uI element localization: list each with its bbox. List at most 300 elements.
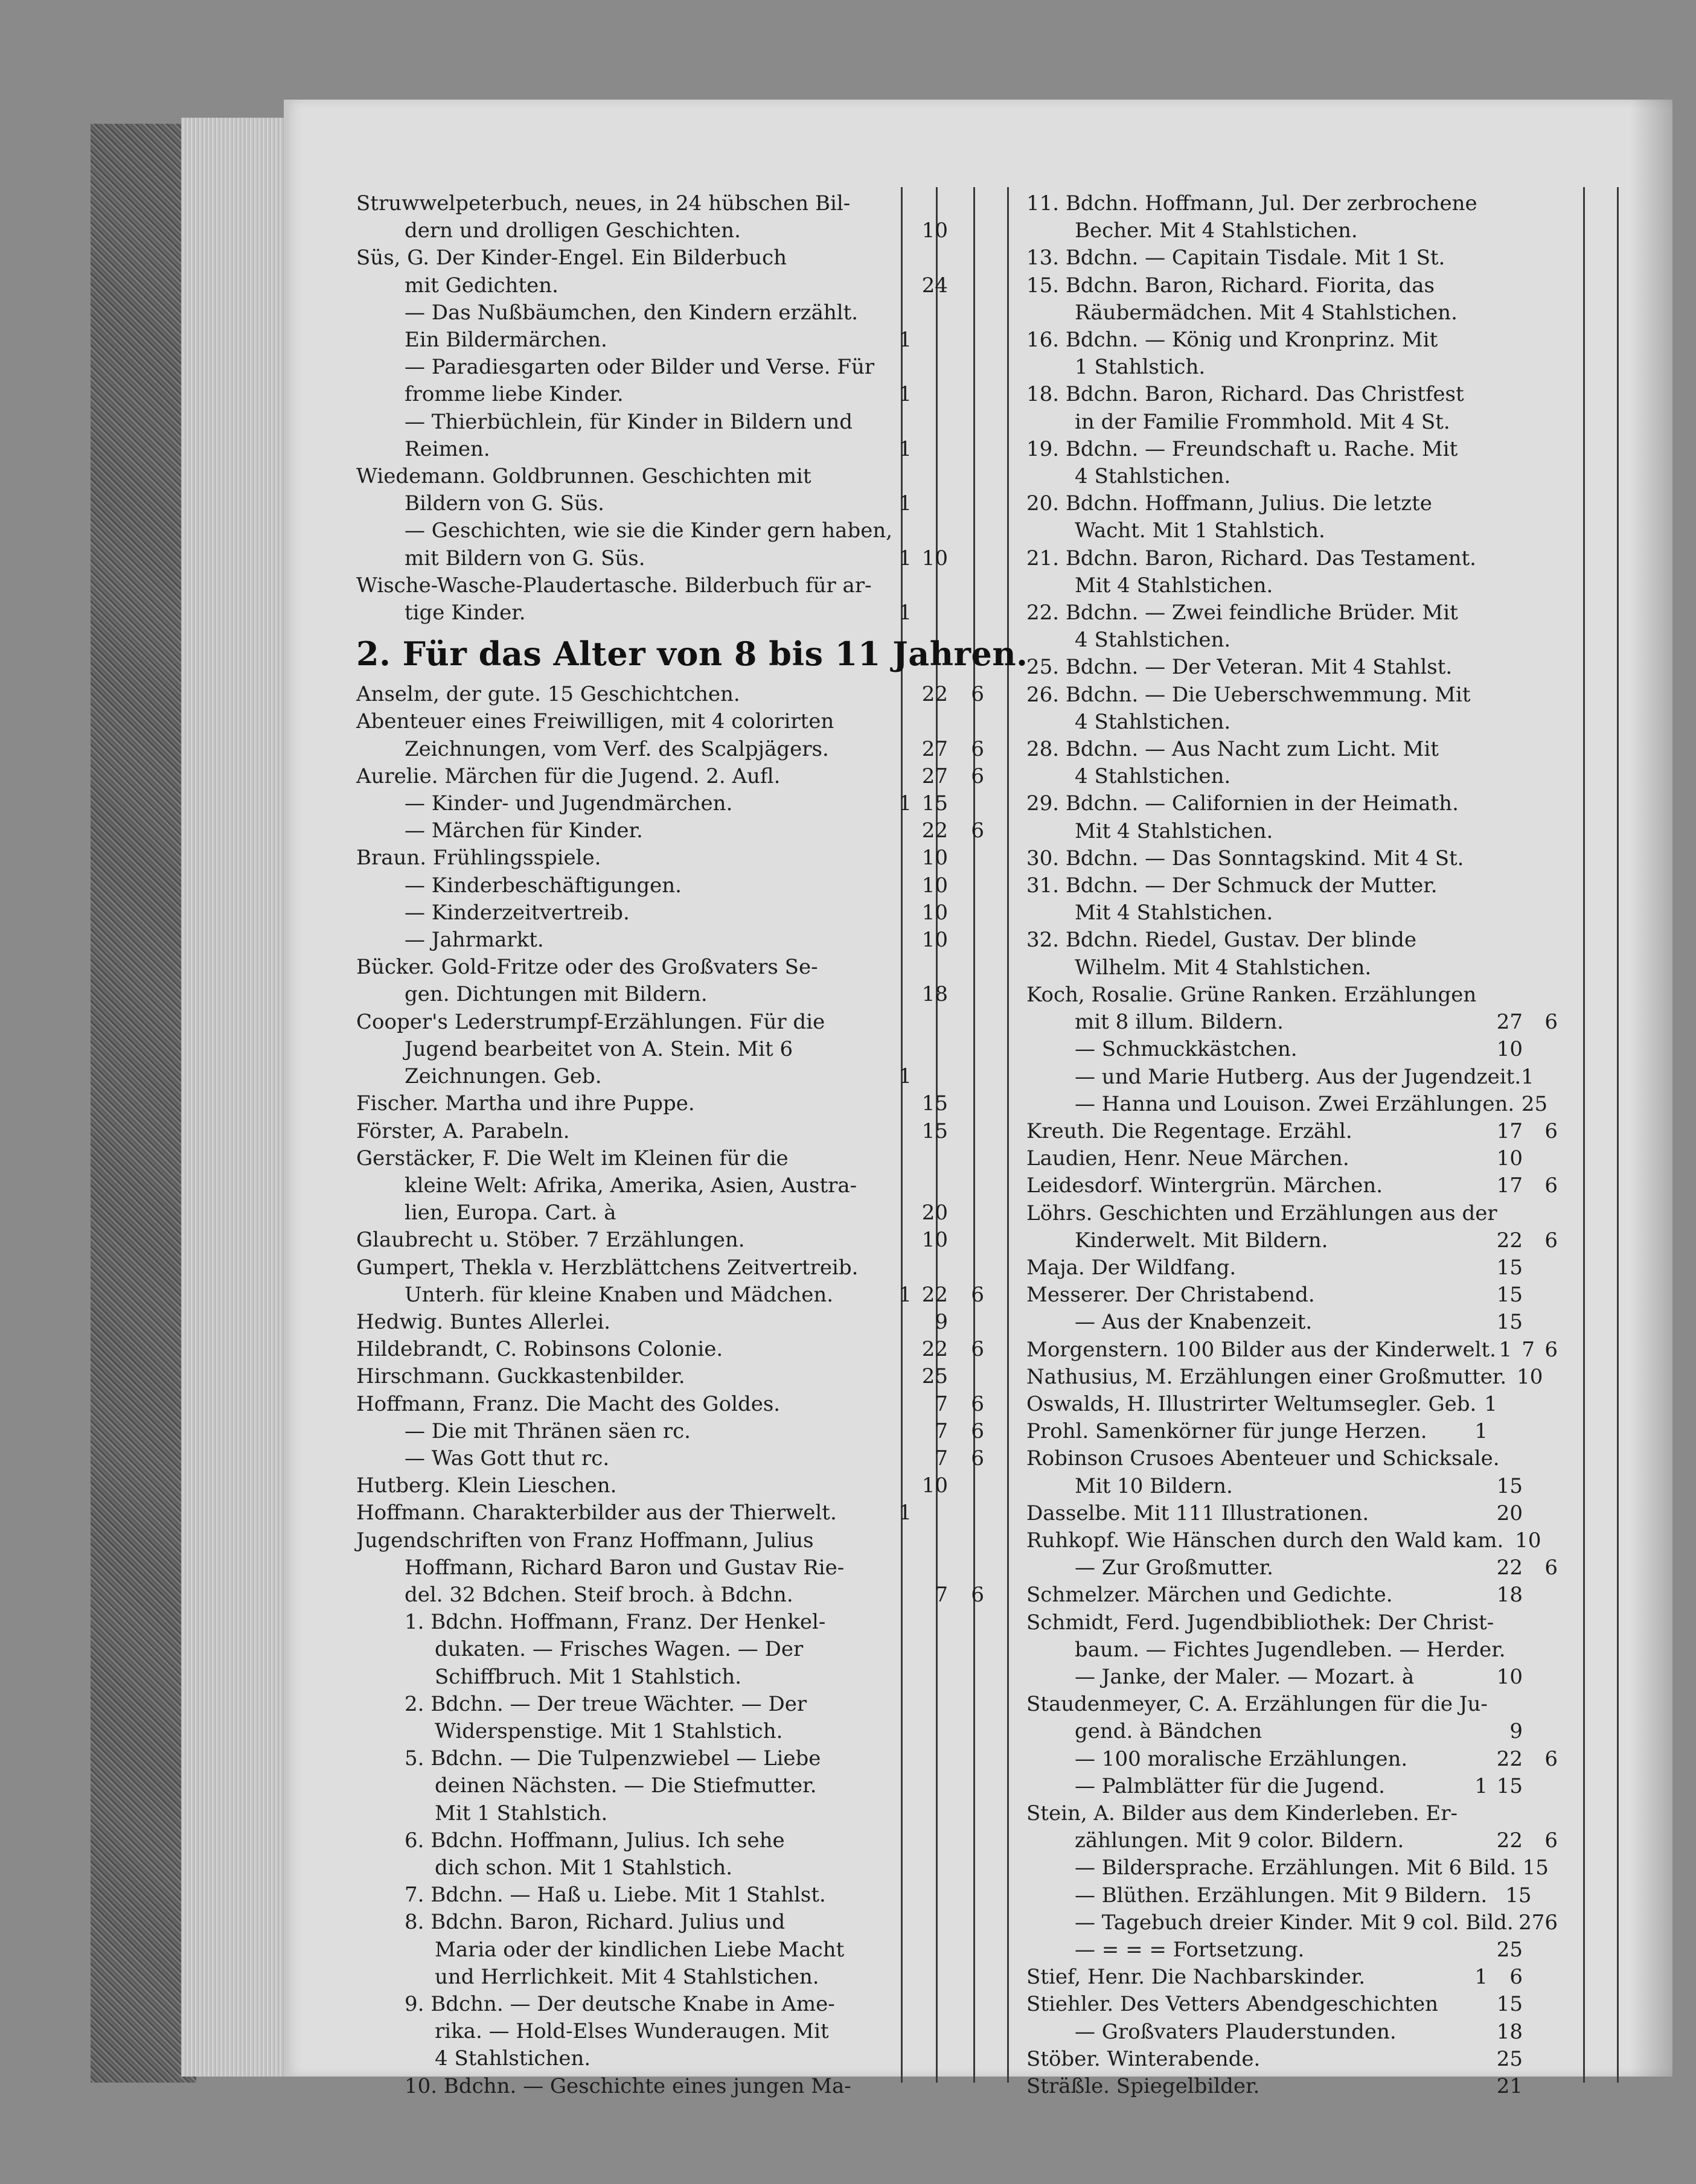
catalog-entry-line — [356, 1554, 984, 1582]
catalog-entry-line — [356, 1664, 984, 1691]
price-thaler — [1464, 763, 1488, 790]
price-pfennig — [1523, 490, 1558, 517]
price-thaler — [1464, 736, 1488, 763]
entry-text: 4 Stahlstichen. — [1075, 709, 1231, 734]
price-pfennig — [948, 409, 984, 436]
price-groschen: 22 — [1496, 1556, 1523, 1580]
catalog-entry-line — [1026, 1336, 1558, 1364]
catalog-entry-line — [1026, 381, 1558, 408]
price-thaler: 1 — [1474, 1419, 1488, 1444]
entry-text: Abenteuer eines Freiwilligen, mit 4 colorirten — [356, 709, 834, 734]
entry-text: 4 Stahlstichen. — [1075, 628, 1231, 653]
price-pfennig — [1523, 299, 1558, 327]
price-groschen — [1510, 1609, 1534, 1636]
price-groschen — [912, 190, 948, 217]
price-pfennig — [948, 490, 984, 517]
entry-text: Hutberg. Klein Lieschen. — [356, 1474, 617, 1498]
price-thaler — [889, 1718, 912, 1745]
entry-text: rika. — Hold-Elses Wunderaugen. Mit — [435, 2019, 829, 2044]
price-thaler — [889, 244, 912, 272]
price-pfennig — [948, 545, 984, 572]
catalog-entry-line — [1026, 1200, 1558, 1227]
price-groschen — [1488, 954, 1523, 982]
price-groschen — [912, 2018, 948, 2045]
price-thaler — [889, 1009, 912, 1036]
price-groschen: 10 — [1515, 1528, 1541, 1553]
entry-text: kleine Welt: Afrika, Amerika, Asien, Austra- — [405, 1173, 857, 1198]
price-pfennig — [949, 517, 984, 544]
price-groschen: 21 — [1496, 2074, 1523, 2099]
catalog-entry-line — [356, 1854, 984, 1882]
price-thaler — [889, 1036, 912, 1063]
price-thaler — [889, 954, 912, 981]
catalog-entry-line — [1026, 572, 1558, 599]
price-groschen — [1506, 1691, 1532, 1718]
price-pfennig: 6 — [971, 1419, 984, 1443]
price-thaler — [889, 1391, 912, 1418]
price-thaler: 1 — [898, 491, 912, 516]
entry-text: Ein Bildermärchen. — [405, 328, 607, 353]
price-pfennig — [948, 1991, 984, 2018]
catalog-entry-line — [1026, 1664, 1558, 1691]
price-pfennig — [1523, 517, 1558, 544]
price-groschen: 10 — [1496, 1146, 1523, 1171]
price-pfennig — [948, 217, 984, 244]
price-groschen — [1488, 327, 1523, 354]
price-groschen: 22 — [1496, 1828, 1523, 1853]
price-groschen — [912, 954, 948, 981]
price-thaler — [889, 572, 912, 599]
catalog-entry-line — [1026, 872, 1558, 899]
price-groschen — [912, 572, 948, 599]
entry-text: Stief, Henr. Die Nachbarskinder. — [1026, 1965, 1366, 1990]
entry-text: — und Marie Hutberg. Aus der Jugendzeit. — [1075, 1064, 1522, 1089]
entry-text: Wacht. Mit 1 Stahlstich. — [1075, 519, 1325, 543]
price-thaler — [1476, 982, 1497, 1009]
price-groschen — [912, 1063, 948, 1090]
price-pfennig — [1523, 354, 1558, 381]
price-groschen: 22 — [1496, 1228, 1523, 1253]
price-groschen: 15 — [1522, 1856, 1549, 1880]
price-pfennig — [1523, 1991, 1558, 2018]
price-thaler — [1464, 381, 1488, 408]
price-groschen: 15 — [1496, 1310, 1523, 1335]
entry-text: 1 Stahlstich. — [1075, 355, 1206, 380]
price-groschen — [1497, 1391, 1528, 1418]
catalog-entry-line — [356, 1499, 984, 1527]
price-groschen: 15 — [921, 791, 948, 816]
price-groschen — [912, 1745, 948, 1772]
entry-text: — Thierbüchlein, für Kinder in Bildern und — [405, 409, 853, 434]
entry-text: Mit 10 Bildern. — [1075, 1474, 1233, 1498]
catalog-entry-line — [356, 954, 984, 981]
price-thaler — [889, 1227, 912, 1254]
price-groschen — [912, 1036, 948, 1063]
entry-text: Jugendschriften von Franz Hoffmann, Julius — [356, 1528, 814, 1553]
price-thaler — [1464, 327, 1488, 354]
entry-text: Maria oder der kindlichen Liebe Macht — [435, 1937, 845, 1962]
price-groschen — [1519, 1636, 1538, 1664]
price-pfennig — [948, 2018, 984, 2045]
price-pfennig — [1523, 1036, 1558, 1063]
catalog-entry-line — [356, 1609, 984, 1636]
price-pfennig — [1523, 1418, 1558, 1445]
catalog-entry-line — [356, 2073, 984, 2100]
entry-text: 7. Bdchn. — Haß u. Liebe. Mit 1 Stahlst. — [405, 1883, 826, 1908]
entry-text: Widerspenstige. Mit 1 Stahlstich. — [435, 1719, 783, 1743]
price-groschen: 10 — [1496, 1664, 1523, 1689]
entry-text: — Palmblätter für die Jugend. — [1075, 1774, 1385, 1798]
entry-text: fromme liebe Kinder. — [405, 382, 624, 407]
entry-text: baum. — Fichtes Jugendleben. — Herder. — [1075, 1637, 1506, 1662]
catalog-entry-line — [1026, 1445, 1558, 1472]
price-thaler — [1464, 1937, 1488, 1964]
price-groschen: 7 — [935, 1419, 948, 1443]
price-thaler — [1503, 1527, 1515, 1554]
catalog-entry-line — [356, 517, 984, 544]
entry-text: Ruhkopf. Wie Hänschen durch den Wald kam. — [1026, 1528, 1504, 1553]
price-pfennig — [948, 1172, 984, 1199]
catalog-entry-line — [356, 1745, 984, 1772]
price-pfennig — [1535, 1200, 1558, 1227]
price-thaler — [1500, 1445, 1515, 1472]
price-thaler — [889, 1772, 912, 1799]
price-pfennig — [1523, 381, 1558, 408]
price-pfennig — [1523, 244, 1558, 272]
entry-text: 30. Bdchn. — Das Sonntagskind. Mit 4 St. — [1026, 846, 1464, 870]
price-pfennig: 6 — [1544, 1556, 1558, 1580]
price-pfennig — [1523, 927, 1558, 954]
price-thaler: 1 — [898, 546, 912, 570]
price-pfennig — [948, 708, 984, 735]
catalog-entry-line — [356, 490, 984, 517]
catalog-entry-line — [356, 1527, 984, 1554]
price-pfennig — [1523, 327, 1558, 354]
price-pfennig — [948, 1664, 984, 1691]
price-thaler — [1464, 899, 1488, 927]
catalog-entry-line — [1026, 1364, 1558, 1391]
entry-text: Schmidt, Ferd. Jugendbibliothek: Der Christ- — [1026, 1610, 1494, 1635]
price-groschen — [912, 1800, 948, 1827]
catalog-entry-line — [1026, 982, 1558, 1009]
price-pfennig — [948, 1145, 984, 1172]
price-groschen — [1488, 244, 1523, 272]
price-thaler — [1464, 927, 1488, 954]
price-pfennig — [1523, 845, 1558, 872]
price-pfennig — [948, 872, 984, 899]
price-groschen — [912, 1145, 948, 1172]
price-pfennig — [948, 1227, 984, 1254]
catalog-entry-line — [356, 681, 984, 708]
price-thaler — [1464, 409, 1488, 436]
price-thaler — [889, 1745, 912, 1772]
catalog-entry-line — [1026, 654, 1558, 681]
price-thaler — [1516, 1854, 1522, 1882]
price-groschen — [912, 409, 948, 436]
price-thaler — [1464, 1718, 1488, 1745]
price-thaler — [889, 1664, 912, 1691]
catalog-entry-line — [356, 1800, 984, 1827]
price-groschen — [1488, 1800, 1523, 1827]
entry-text: — Aus der Knabenzeit. — [1075, 1310, 1313, 1335]
catalog-entry-line — [1026, 463, 1558, 490]
price-groschen: 10 — [921, 219, 948, 243]
price-groschen — [912, 1882, 948, 1909]
price-pfennig — [948, 1309, 984, 1336]
catalog-entry-line — [1026, 190, 1558, 217]
catalog-entry-line — [1026, 517, 1558, 544]
price-groschen — [912, 1254, 948, 1282]
catalog-entry-line — [1026, 545, 1558, 572]
catalog-entry-line — [1026, 1582, 1558, 1609]
price-pfennig — [1532, 1882, 1558, 1909]
catalog-entry-line — [356, 436, 984, 463]
price-thaler — [1464, 272, 1488, 299]
price-thaler — [889, 1472, 912, 1499]
entry-text: del. 32 Bdchen. Steif broch. à Bdchn. — [405, 1582, 793, 1607]
price-thaler — [1464, 627, 1488, 654]
page-stack-edge — [181, 118, 296, 2077]
price-groschen: 18 — [1496, 2019, 1523, 2044]
price-pfennig: 6 — [971, 819, 984, 843]
entry-text: Zeichnungen, vom Verf. des Scalpjägers. — [405, 736, 829, 761]
price-pfennig — [1523, 872, 1558, 899]
price-pfennig: 6 — [1544, 1828, 1558, 1853]
entry-text: Jugend bearbeitet von A. Stein. Mit 6 — [405, 1036, 793, 1061]
catalog-entry-line — [1026, 299, 1558, 327]
entry-text: Staudenmeyer, C. A. Erzählungen für die Ju- — [1026, 1692, 1488, 1717]
price-pfennig — [948, 1363, 984, 1390]
price-pfennig — [1532, 1691, 1558, 1718]
catalog-entry-line — [1026, 354, 1558, 381]
catalog-entry-line — [356, 1445, 984, 1472]
price-groschen — [912, 463, 948, 490]
price-pfennig — [948, 1964, 984, 1991]
catalog-entry-line — [1026, 1609, 1558, 1636]
price-thaler — [1464, 790, 1488, 817]
entry-text: Mit 4 Stahlstichen. — [1075, 901, 1273, 925]
catalog-entry-line — [1026, 1227, 1558, 1254]
price-groschen: 22 — [921, 682, 948, 707]
price-pfennig — [948, 1827, 984, 1854]
entry-text: Aurelie. Märchen für die Jugend. 2. Aufl. — [356, 764, 781, 788]
price-pfennig — [948, 299, 984, 327]
catalog-entry-line — [356, 872, 984, 899]
price-pfennig — [948, 1472, 984, 1499]
catalog-entry-line — [356, 545, 984, 572]
price-pfennig — [1523, 818, 1558, 845]
price-groschen — [912, 1499, 948, 1527]
price-thaler — [889, 1609, 912, 1636]
price-groschen — [1488, 517, 1523, 544]
price-pfennig — [1523, 409, 1558, 436]
price-groschen — [912, 1554, 948, 1582]
entry-text: Hedwig. Buntes Allerlei. — [356, 1309, 611, 1334]
price-thaler — [889, 1882, 912, 1909]
price-thaler — [889, 1118, 912, 1145]
entry-text: 9. Bdchn. — Der deutsche Knabe in Ame- — [405, 1992, 835, 2016]
price-groschen — [912, 1827, 948, 1854]
price-pfennig — [1523, 1145, 1558, 1172]
catalog-entry-line — [356, 1118, 984, 1145]
price-pfennig — [1528, 982, 1558, 1009]
catalog-entry-line — [356, 1254, 984, 1282]
catalog-entry-line — [1026, 1172, 1558, 1199]
price-pfennig: 6 — [1544, 1337, 1558, 1362]
entry-text: Reimen. — [405, 436, 490, 461]
catalog-entry-line — [356, 817, 984, 845]
price-groschen — [1488, 736, 1523, 763]
entry-text: Zeichnungen. Geb. — [405, 1064, 602, 1089]
price-pfennig — [948, 1636, 984, 1663]
price-thaler — [1464, 1582, 1488, 1609]
entry-text: Struwwelpeterbuch, neues, in 24 hübschen Bil- — [356, 191, 851, 216]
price-pfennig — [948, 1854, 984, 1882]
catalog-entry-line — [1026, 1636, 1558, 1664]
price-groschen — [912, 1609, 948, 1636]
catalog-entry-line — [1026, 682, 1558, 709]
catalog-entry-line — [356, 1309, 984, 1336]
entry-text: — Kinder- und Jugendmärchen. — [405, 791, 733, 816]
price-thaler — [1494, 1609, 1510, 1636]
price-pfennig — [1523, 627, 1558, 654]
price-thaler — [892, 517, 915, 544]
price-pfennig: 6 — [971, 1282, 984, 1307]
entry-text: — Kinderzeitvertreib. — [405, 900, 630, 925]
entry-text: Stiehler. Des Vetters Abendgeschichten — [1026, 1992, 1438, 2017]
catalog-entry-line — [356, 1882, 984, 1909]
price-pfennig: 6 — [971, 1582, 984, 1607]
entry-text: Kinderwelt. Mit Bildern. — [1075, 1228, 1328, 1253]
catalog-entry-line — [1026, 1909, 1558, 1937]
price-thaler: 1 — [898, 382, 912, 407]
price-groschen: 22 — [921, 819, 948, 843]
section-heading: 2. Für das Alter von 8 bis 11 Jahren. — [356, 634, 1028, 674]
price-pfennig — [948, 463, 984, 490]
catalog-entry-line — [356, 217, 984, 244]
entry-text: dern und drolligen Geschichten. — [405, 219, 741, 243]
entry-text: Cooper's Lederstrumpf-Erzählungen. Für die — [356, 1009, 825, 1034]
catalog-entry-line — [1026, 1773, 1558, 1800]
price-pfennig: 6 — [971, 736, 984, 761]
price-pfennig: 6 — [971, 1391, 984, 1416]
entry-text: 19. Bdchn. — Freundschaft u. Rache. Mit — [1026, 436, 1458, 461]
price-groschen: 25 — [1496, 1938, 1523, 1962]
price-thaler: 1 — [898, 436, 912, 461]
price-thaler — [1464, 1145, 1488, 1172]
catalog-entry-line — [356, 927, 984, 954]
price-thaler — [1464, 1554, 1488, 1582]
entry-text: Morgenstern. 100 Bilder aus der Kinderwelt. — [1026, 1337, 1496, 1362]
price-groschen: 27 — [921, 764, 948, 788]
price-pfennig — [1523, 1773, 1558, 1800]
price-pfennig — [948, 1009, 984, 1036]
catalog-entry-line — [356, 2018, 984, 2045]
entry-text: 13. Bdchn. — Capitain Tisdale. Mit 1 St. — [1026, 246, 1445, 270]
entry-text: Stein, A. Bilder aus dem Kinderleben. Er- — [1026, 1801, 1458, 1825]
entry-text: Hirschmann. Guckkastenbilder. — [356, 1364, 685, 1389]
entry-text: — Geschichten, wie sie die Kinder gern haben, — [405, 519, 893, 543]
price-thaler — [1464, 1254, 1488, 1282]
price-pfennig — [1523, 1582, 1558, 1609]
price-pfennig — [948, 1499, 984, 1527]
entry-text: — Großvaters Plauderstunden. — [1075, 2019, 1397, 2044]
price-thaler: 1 — [898, 1282, 912, 1307]
entry-text: 1. Bdchn. Hoffmann, Franz. Der Henkel- — [405, 1610, 826, 1635]
price-thaler — [1464, 354, 1488, 381]
price-pfennig — [948, 1745, 984, 1772]
price-groschen: 10 — [921, 900, 948, 925]
price-groschen — [915, 517, 950, 544]
price-pfennig — [1523, 709, 1558, 736]
price-pfennig — [1523, 599, 1558, 627]
price-pfennig — [1528, 190, 1558, 217]
price-thaler — [1464, 818, 1488, 845]
price-groschen: 17 — [1496, 1119, 1523, 1143]
price-pfennig — [1523, 1473, 1558, 1500]
catalog-entry-line — [356, 272, 984, 299]
price-groschen — [912, 1527, 948, 1554]
catalog-entry-line — [1026, 1991, 1558, 2018]
price-pfennig — [1536, 1445, 1558, 1472]
price-thaler — [889, 708, 912, 735]
entry-text: Nathusius, M. Erzählungen einer Großmutter. — [1026, 1364, 1507, 1389]
price-rule — [1583, 187, 1585, 2083]
catalog-entry-line — [1026, 599, 1558, 627]
price-pfennig — [948, 572, 984, 599]
price-groschen — [912, 708, 948, 735]
entry-text: deinen Nächsten. — Die Stiefmutter. — [435, 1774, 817, 1798]
price-groschen — [1488, 381, 1523, 408]
price-groschen: 15 — [1496, 1255, 1523, 1280]
entry-text: 15. Bdchn. Baron, Richard. Fiorita, das — [1026, 273, 1435, 298]
price-thaler — [889, 1937, 912, 1964]
entry-text: Stöber. Winterabende. — [1026, 2046, 1261, 2071]
price-thaler: 1 — [1499, 1337, 1512, 1362]
entry-text: — Blüthen. Erzählungen. Mit 9 Bildern. — [1075, 1883, 1488, 1908]
catalog-entry-line — [1026, 1091, 1558, 1118]
price-pfennig — [948, 981, 984, 1008]
entry-text: Koch, Rosalie. Grüne Ranken. Erzählungen — [1026, 982, 1477, 1007]
price-thaler — [889, 1445, 912, 1472]
price-pfennig: 6 — [971, 1446, 984, 1470]
price-groschen — [1488, 654, 1523, 681]
price-groschen — [1488, 409, 1523, 436]
price-pfennig — [948, 1909, 984, 1936]
entry-text: Prohl. Samenkörner für junge Herzen. — [1026, 1419, 1427, 1444]
entry-text: Hoffmann, Richard Baron und Gustav Rie- — [405, 1555, 845, 1580]
catalog-entry-line — [1026, 736, 1558, 763]
catalog-entry-line — [356, 1336, 984, 1363]
price-pfennig: 6 — [1544, 1173, 1558, 1198]
entry-text: 10. Bdchn. — Geschichte eines jungen Ma- — [405, 2074, 851, 2098]
entry-text: Mit 1 Stahlstich. — [435, 1801, 608, 1825]
entry-text: 4 Stahlstichen. — [1075, 464, 1231, 489]
price-pfennig — [1523, 790, 1558, 817]
catalog-entry-line — [1026, 1145, 1558, 1172]
price-groschen: 10 — [921, 928, 948, 953]
price-pfennig — [1523, 736, 1558, 763]
price-groschen: 25 — [921, 1364, 948, 1389]
catalog-entry-line — [1026, 627, 1558, 654]
entry-text: — Kinderbeschäftigungen. — [405, 873, 682, 898]
catalog-list-top — [356, 190, 984, 627]
price-thaler — [889, 1691, 912, 1718]
entry-text: Maja. Der Wildfang. — [1026, 1255, 1237, 1280]
price-pfennig — [1523, 572, 1558, 599]
catalog-entry-line — [1026, 1691, 1558, 1718]
price-pfennig — [1541, 1527, 1558, 1554]
